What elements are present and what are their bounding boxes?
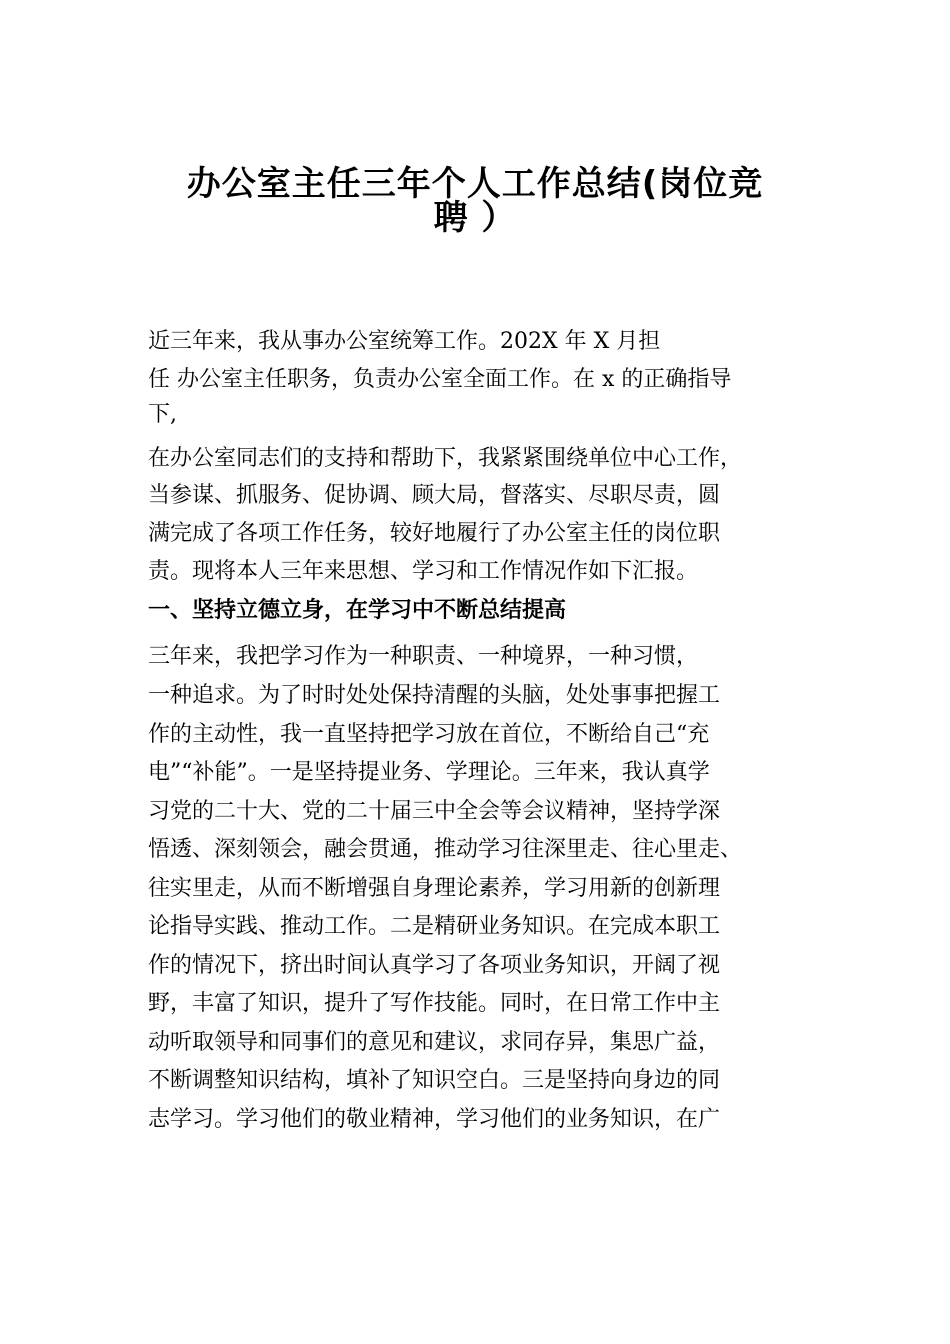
body-text-line: 三年来，我把学习作为一种职责、一种境界，一种习惯， xyxy=(148,644,699,669)
body-text-line: 不断调整知识结构，填补了知识空白。三是坚持向身边的同 xyxy=(148,1068,721,1093)
body-text-line: 近三年来，我从事办公室统筹工作。202X 年 X 月担 xyxy=(148,329,661,354)
body-text-line: 悟透、深刻领会，融会贯通，推动学习往深里走、往心里走、 xyxy=(148,837,743,862)
body-text-line: 作的情况下，挤出时间认真学习了各项业务知识，开阔了视 xyxy=(148,953,721,978)
body-text-line: 动听取领导和同事们的意见和建议，求同存异，集思广益， xyxy=(148,1030,721,1055)
body-text-line: 责。现将本人三年来思想、学习和工作情况作如下汇报。 xyxy=(148,559,699,584)
body-text-line: 在办公室同志们的支持和帮助下，我紧紧围绕单位中心工作， xyxy=(148,446,743,471)
body-text-line: 野，丰富了知识，提升了写作技能。同时，在日常工作中主 xyxy=(148,991,721,1016)
body-text-line: 论指导实践、推动工作。二是精研业务知识。在完成本职工 xyxy=(148,914,721,939)
body-text-line: 当参谋、抓服务、促协调、顾大局，督落实、尽职尽责，圆 xyxy=(148,483,721,508)
body-text-line: 志学习。学习他们的敬业精神，学习他们的业务知识，在广 xyxy=(148,1107,721,1132)
body-text-line: 电”“补能”。一是坚持提业务、学理论。三年来，我认真学 xyxy=(148,760,710,785)
body-text-line: 习党的二十大、党的二十届三中全会等会议精神，坚持学深 xyxy=(148,799,721,824)
document-title-line-2: 聘 ） xyxy=(433,198,517,238)
body-text-line: 下, xyxy=(148,402,177,427)
body-text-line: 任 办公室主任职务，负责办公室全面工作。在 x 的正确指导 xyxy=(148,367,732,392)
body-text-line: 一种追求。为了时时处处保持清醒的头脑，处处事事把握工 xyxy=(148,683,721,708)
body-text-line: 满完成了各项工作任务，较好地履行了办公室主任的岗位职 xyxy=(148,521,721,546)
body-text-line: 往实里走，从而不断增强自身理论素养，学习用新的创新理 xyxy=(148,876,721,901)
document-title-line-1: 办公室主任三年个人工作总结(岗位竞 xyxy=(186,164,764,204)
body-text-line: 作的主动性，我一直坚持把学习放在首位，不断给自己“充 xyxy=(148,722,710,747)
section-heading: 一、坚持立德立身，在学习中不断总结提高 xyxy=(148,598,567,623)
